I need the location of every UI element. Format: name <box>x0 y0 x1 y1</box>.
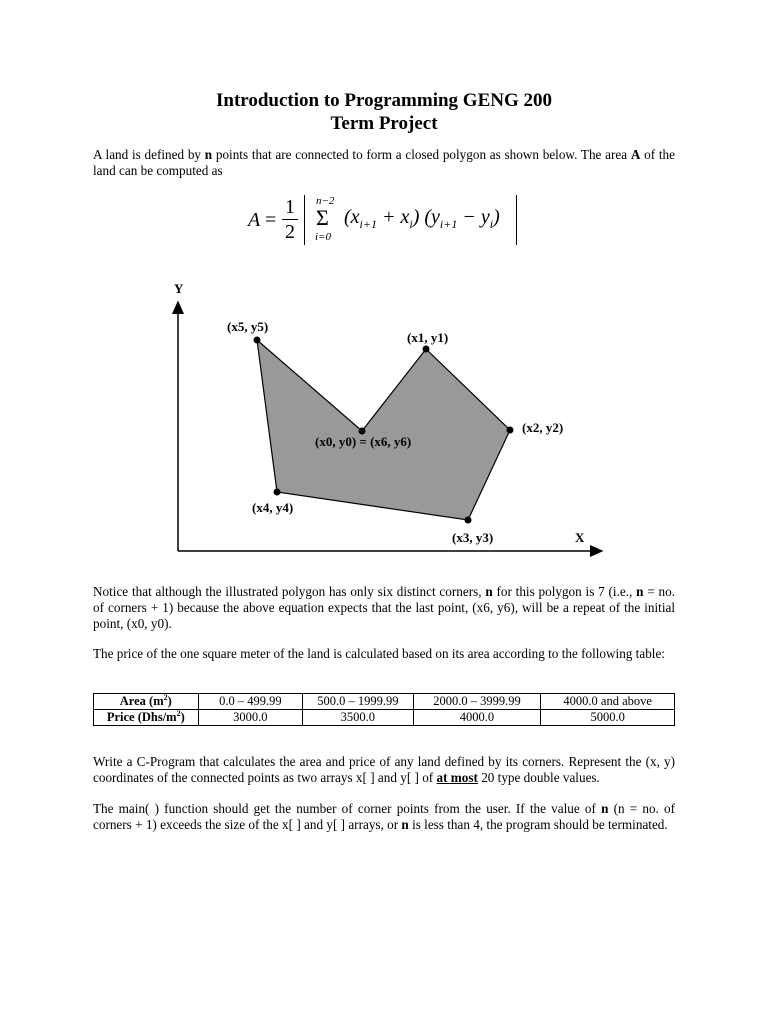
formula-sub-3: i+1 <box>439 217 458 231</box>
label-p5: (x5, y5) <box>227 319 269 334</box>
point-4 <box>274 489 281 496</box>
notice-n-1: n <box>485 584 493 599</box>
formula-sub-2: i <box>409 217 413 231</box>
notice-text-1: Notice that although the illustrated polygon has only six distinct corners, <box>93 584 486 599</box>
document-subtitle: Term Project <box>330 113 438 134</box>
abs-bar-right <box>516 195 517 245</box>
land-polygon <box>257 340 510 520</box>
table-cell: 2000.0 – 3999.99 <box>413 694 541 710</box>
main-text-2: (n = no. of corners + 1) exceeds the size of the x[ ] and y[ ] arrays, or <box>93 801 675 832</box>
label-p0: (x0, y0) = (x6, y6) <box>315 434 412 449</box>
label-p3: (x3, y3) <box>452 530 494 545</box>
table-cell: 3000.0 <box>198 710 303 726</box>
formula-equals: = <box>265 209 277 231</box>
notice-n-2: n <box>636 584 644 599</box>
label-p4: (x4, y4) <box>252 500 294 515</box>
price-paragraph: The price of the one square meter of the land is calculated based on its area according to the following table: <box>93 646 665 661</box>
table-row <box>94 710 675 726</box>
table-cell: 0.0 – 499.99 <box>198 694 303 710</box>
polygon-diagram <box>160 280 620 570</box>
area-sup: 2 <box>163 692 168 702</box>
price-label: Price (Dhs/m <box>106 710 177 724</box>
formula-body-5: ) <box>493 206 500 228</box>
formula-body-1: (x <box>344 206 360 228</box>
notice-text-2: for this polygon is 7 (i.e., <box>492 584 637 599</box>
formula-numerator: 1 <box>285 196 295 218</box>
abs-bar-left <box>304 195 305 245</box>
y-axis-label: Y <box>174 281 184 296</box>
intro-text-2: points that are connected to form a closed polygon as shown below. The area <box>212 147 631 162</box>
intro-text-1: A land is defined by <box>93 147 205 162</box>
notice-paragraph <box>93 584 675 632</box>
table-header-price <box>94 710 199 726</box>
intro-text-3: of the land can be computed as <box>93 147 675 178</box>
intro-paragraph <box>93 147 675 179</box>
write-text-1: Write a C-Program that calculates the area and price of any land defined by its corners. Represent the (x, y) coordinates of the connected points as two arrays x[ ] and y[ ] of <box>93 754 675 785</box>
table-cell: 4000.0 <box>413 710 541 726</box>
table-row <box>94 694 675 710</box>
area-label: Area (m <box>119 694 164 708</box>
formula-sub-4: i <box>489 217 494 231</box>
price-sup: 2 <box>176 708 181 718</box>
table-header-area <box>94 694 199 710</box>
table-cell: 500.0 – 1999.99 <box>303 694 413 710</box>
area-formula <box>248 193 528 253</box>
formula-sub-1: i+1 <box>359 217 377 231</box>
sum-lower-limit: i=0 <box>315 231 331 243</box>
formula-body <box>344 206 500 232</box>
price-close: ) <box>180 710 185 724</box>
x-axis-label: X <box>575 530 585 545</box>
table-cell: 5000.0 <box>541 710 675 726</box>
formula-body-2: + x <box>376 206 410 228</box>
notice-text-3: = no. of corners + 1) because the above equation expects that the last point, (x6, y6), will be a repeat of the initial point, (x0, y0). <box>93 584 676 631</box>
main-n-2: n <box>401 817 409 832</box>
price-table <box>93 693 675 726</box>
at-most-emphasis: at most <box>436 770 478 785</box>
label-p2: (x2, y2) <box>522 420 564 435</box>
write-paragraph <box>93 754 675 786</box>
sum-upper-limit: n−2 <box>316 195 335 207</box>
area-close: ) <box>167 694 172 708</box>
main-paragraph <box>93 801 675 833</box>
write-text-2: 20 type double values. <box>477 770 600 785</box>
formula-body-3: ) (y <box>412 206 440 228</box>
intro-A: A <box>630 147 641 162</box>
intro-n: n <box>204 147 213 162</box>
point-2 <box>507 427 514 434</box>
formula-lhs: A <box>248 209 261 231</box>
formula-body-4: − y <box>457 206 490 228</box>
table-cell: 4000.0 and above <box>541 694 675 710</box>
point-3 <box>465 517 472 524</box>
document-title: Introduction to Programming GENG 200 <box>215 90 553 111</box>
point-5 <box>254 337 261 344</box>
table-cell: 3500.0 <box>303 710 413 726</box>
formula-denominator: 2 <box>285 221 295 243</box>
label-p1: (x1, y1) <box>407 330 449 345</box>
main-text-1: The main( ) function should get the number of corner points from the user. If the value of <box>93 801 602 816</box>
main-text-3: is less than 4, the program should be terminated. <box>408 817 668 832</box>
sigma-symbol: Σ <box>316 205 329 230</box>
main-n-1: n <box>601 801 609 816</box>
point-1 <box>423 346 430 353</box>
fraction-line <box>282 219 298 220</box>
